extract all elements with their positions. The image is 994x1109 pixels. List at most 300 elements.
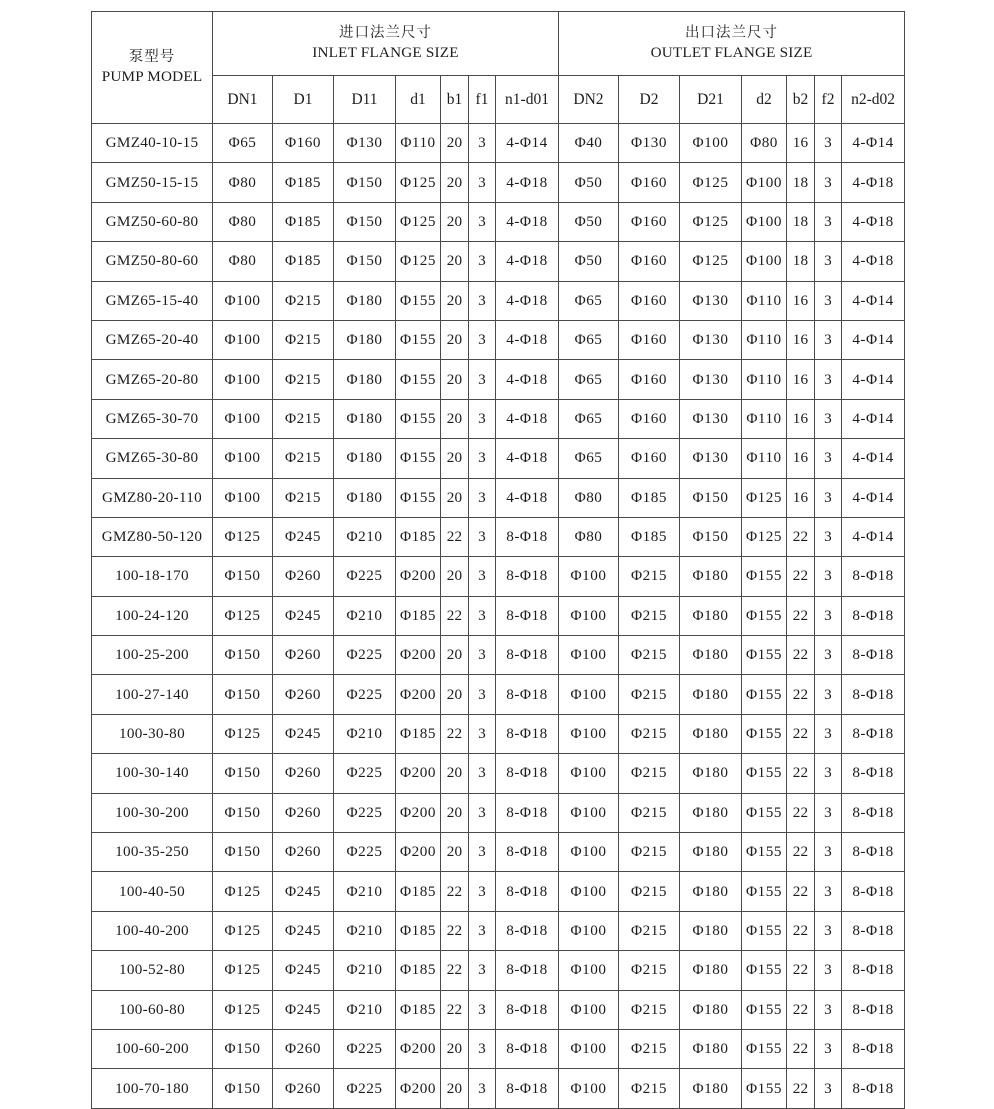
cell-d21: Φ130: [680, 281, 742, 320]
cell-pump-model: 100-40-50: [92, 872, 213, 911]
cell-n1-d01: 8-Φ18: [496, 911, 559, 950]
cell-d2-small: Φ155: [742, 990, 787, 1029]
header-pump-model: [92, 12, 213, 124]
cell-d2-small: Φ155: [742, 833, 787, 872]
cell-dn2: Φ50: [559, 242, 619, 281]
cell-pump-model: GMZ50-60-80: [92, 202, 213, 241]
cell-b1: 20: [441, 1069, 469, 1108]
cell-f1: 3: [469, 714, 496, 753]
cell-d1-small: Φ200: [396, 1069, 441, 1108]
cell-f2: 3: [815, 399, 842, 438]
cell-d2-small: Φ100: [742, 242, 787, 281]
cell-n2-d02: 8-Φ18: [842, 675, 905, 714]
cell-pump-model: 100-25-200: [92, 636, 213, 675]
table-row: [92, 281, 905, 320]
cell-f1: 3: [469, 202, 496, 241]
cell-n1-d01: 4-Φ18: [496, 281, 559, 320]
cell-d2-small: Φ110: [742, 360, 787, 399]
cell-dn1: Φ80: [213, 202, 273, 241]
cell-f1: 3: [469, 320, 496, 359]
cell-n2-d02: 4-Φ18: [842, 242, 905, 281]
cell-d1-small: Φ185: [396, 990, 441, 1029]
cell-d2-small: Φ155: [742, 793, 787, 832]
cell-n1-d01: 4-Φ18: [496, 163, 559, 202]
cell-d1-small: Φ185: [396, 714, 441, 753]
cell-dn2: Φ65: [559, 320, 619, 359]
cell-d1-small: Φ185: [396, 872, 441, 911]
cell-f1: 3: [469, 399, 496, 438]
cell-b1: 22: [441, 872, 469, 911]
cell-f2: 3: [815, 793, 842, 832]
table-row: [92, 675, 905, 714]
cell-d1-small: Φ185: [396, 911, 441, 950]
table-row: [92, 242, 905, 281]
table-row: [92, 636, 905, 675]
header-inlet-flange-size: [213, 12, 559, 76]
cell-b1: 20: [441, 163, 469, 202]
cell-dn2: Φ65: [559, 439, 619, 478]
cell-d21: Φ100: [680, 124, 742, 163]
cell-b2: 16: [787, 478, 815, 517]
cell-dn2: Φ100: [559, 557, 619, 596]
table-row: [92, 557, 905, 596]
cell-pump-model: 100-60-80: [92, 990, 213, 1029]
cell-d1: Φ260: [273, 1069, 334, 1108]
cell-b2: 22: [787, 596, 815, 635]
cell-b1: 20: [441, 124, 469, 163]
cell-n1-d01: 4-Φ18: [496, 242, 559, 281]
cell-d1: Φ260: [273, 636, 334, 675]
cell-d2-small: Φ155: [742, 596, 787, 635]
cell-dn2: Φ100: [559, 754, 619, 793]
cell-n1-d01: 8-Φ18: [496, 1029, 559, 1068]
cell-f2: 3: [815, 636, 842, 675]
cell-pump-model: GMZ65-20-80: [92, 360, 213, 399]
cell-d11: Φ180: [334, 320, 396, 359]
header-pump-model-cn: 泵型号: [128, 48, 176, 65]
cell-dn2: Φ100: [559, 990, 619, 1029]
cell-d2-small: Φ125: [742, 517, 787, 556]
cell-d1: Φ260: [273, 754, 334, 793]
cell-f2: 3: [815, 1029, 842, 1068]
header-col-b2: b2: [787, 76, 815, 124]
cell-dn1: Φ100: [213, 320, 273, 359]
cell-d11: Φ210: [334, 517, 396, 556]
cell-pump-model: 100-40-200: [92, 911, 213, 950]
table-row: [92, 202, 905, 241]
cell-d1: Φ215: [273, 320, 334, 359]
cell-b2: 22: [787, 1029, 815, 1068]
cell-d1-small: Φ200: [396, 557, 441, 596]
cell-f1: 3: [469, 281, 496, 320]
cell-d1-small: Φ125: [396, 242, 441, 281]
cell-dn1: Φ150: [213, 675, 273, 714]
cell-dn2: Φ100: [559, 675, 619, 714]
cell-dn1: Φ150: [213, 754, 273, 793]
cell-b2: 22: [787, 675, 815, 714]
cell-d21: Φ180: [680, 951, 742, 990]
cell-dn2: Φ50: [559, 202, 619, 241]
header-col-f2: f2: [815, 76, 842, 124]
cell-b2: 16: [787, 439, 815, 478]
table-row: [92, 163, 905, 202]
cell-f2: 3: [815, 675, 842, 714]
cell-f2: 3: [815, 242, 842, 281]
table-row: [92, 478, 905, 517]
cell-d2: Φ215: [619, 1069, 680, 1108]
cell-f2: 3: [815, 439, 842, 478]
cell-dn2: Φ80: [559, 517, 619, 556]
cell-n2-d02: 8-Φ18: [842, 557, 905, 596]
cell-pump-model: GMZ40-10-15: [92, 124, 213, 163]
cell-d2: Φ185: [619, 517, 680, 556]
cell-b2: 22: [787, 872, 815, 911]
cell-dn1: Φ100: [213, 399, 273, 438]
cell-d2-small: Φ110: [742, 399, 787, 438]
cell-d2: Φ215: [619, 990, 680, 1029]
cell-b1: 22: [441, 911, 469, 950]
cell-d2: Φ160: [619, 439, 680, 478]
cell-d11: Φ210: [334, 911, 396, 950]
cell-f1: 3: [469, 1029, 496, 1068]
cell-d11: Φ225: [334, 1069, 396, 1108]
cell-d1: Φ245: [273, 596, 334, 635]
cell-n1-d01: 4-Φ18: [496, 320, 559, 359]
cell-b2: 18: [787, 242, 815, 281]
cell-d2: Φ215: [619, 714, 680, 753]
cell-d21: Φ150: [680, 517, 742, 556]
cell-n1-d01: 8-Φ18: [496, 872, 559, 911]
cell-n1-d01: 8-Φ18: [496, 951, 559, 990]
cell-b2: 22: [787, 517, 815, 556]
cell-d1: Φ215: [273, 399, 334, 438]
header-column-row: [92, 76, 905, 124]
cell-d2: Φ215: [619, 951, 680, 990]
header-col-dn1: DN1: [213, 76, 273, 124]
cell-n2-d02: 8-Φ18: [842, 636, 905, 675]
cell-f2: 3: [815, 124, 842, 163]
cell-d11: Φ225: [334, 793, 396, 832]
table-row: [92, 124, 905, 163]
cell-b1: 20: [441, 675, 469, 714]
cell-dn1: Φ100: [213, 281, 273, 320]
cell-d1: Φ260: [273, 833, 334, 872]
cell-f2: 3: [815, 281, 842, 320]
cell-n2-d02: 4-Φ14: [842, 399, 905, 438]
cell-d2-small: Φ155: [742, 872, 787, 911]
cell-dn1: Φ125: [213, 517, 273, 556]
cell-f1: 3: [469, 124, 496, 163]
cell-f2: 3: [815, 872, 842, 911]
table-body: [92, 124, 905, 1109]
cell-d21: Φ125: [680, 163, 742, 202]
cell-b1: 20: [441, 320, 469, 359]
cell-pump-model: GMZ50-15-15: [92, 163, 213, 202]
cell-dn1: Φ125: [213, 714, 273, 753]
cell-d1: Φ215: [273, 360, 334, 399]
cell-d2: Φ215: [619, 872, 680, 911]
cell-d1-small: Φ185: [396, 517, 441, 556]
cell-b1: 22: [441, 990, 469, 1029]
cell-n2-d02: 4-Φ18: [842, 202, 905, 241]
cell-d1: Φ245: [273, 872, 334, 911]
cell-d1: Φ260: [273, 557, 334, 596]
cell-pump-model: 100-30-200: [92, 793, 213, 832]
cell-b1: 20: [441, 281, 469, 320]
table-row: [92, 833, 905, 872]
cell-d2: Φ215: [619, 675, 680, 714]
cell-d1: Φ185: [273, 242, 334, 281]
cell-b1: 20: [441, 242, 469, 281]
cell-pump-model: GMZ65-15-40: [92, 281, 213, 320]
cell-b2: 18: [787, 163, 815, 202]
cell-b1: 20: [441, 202, 469, 241]
cell-d21: Φ180: [680, 990, 742, 1029]
cell-dn1: Φ80: [213, 163, 273, 202]
cell-dn1: Φ80: [213, 242, 273, 281]
cell-d2: Φ215: [619, 636, 680, 675]
header-pump-model-en: PUMP MODEL: [101, 68, 203, 86]
table-row: [92, 596, 905, 635]
cell-d11: Φ225: [334, 833, 396, 872]
cell-b2: 22: [787, 636, 815, 675]
header-col-f1: f1: [469, 76, 496, 124]
table-row: [92, 320, 905, 359]
cell-d21: Φ125: [680, 242, 742, 281]
cell-d1: Φ215: [273, 439, 334, 478]
cell-d21: Φ180: [680, 596, 742, 635]
cell-d1-small: Φ110: [396, 124, 441, 163]
cell-d1: Φ215: [273, 478, 334, 517]
cell-d2: Φ215: [619, 833, 680, 872]
cell-dn2: Φ100: [559, 951, 619, 990]
cell-d1-small: Φ155: [396, 439, 441, 478]
cell-dn2: Φ100: [559, 833, 619, 872]
cell-f1: 3: [469, 517, 496, 556]
cell-pump-model: 100-35-250: [92, 833, 213, 872]
cell-b1: 20: [441, 1029, 469, 1068]
cell-n2-d02: 4-Φ14: [842, 360, 905, 399]
cell-f1: 3: [469, 833, 496, 872]
cell-n1-d01: 8-Φ18: [496, 833, 559, 872]
cell-f1: 3: [469, 478, 496, 517]
cell-n2-d02: 4-Φ14: [842, 281, 905, 320]
cell-d1: Φ260: [273, 675, 334, 714]
cell-dn1: Φ100: [213, 478, 273, 517]
cell-d1: Φ260: [273, 1029, 334, 1068]
cell-f2: 3: [815, 163, 842, 202]
header-col-d1-sm: d1: [396, 76, 441, 124]
cell-d21: Φ130: [680, 399, 742, 438]
cell-d11: Φ180: [334, 439, 396, 478]
cell-f2: 3: [815, 478, 842, 517]
table-row: [92, 911, 905, 950]
cell-pump-model: GMZ65-20-40: [92, 320, 213, 359]
table-row: [92, 714, 905, 753]
cell-d21: Φ130: [680, 320, 742, 359]
cell-n2-d02: 8-Φ18: [842, 990, 905, 1029]
cell-n1-d01: 8-Φ18: [496, 714, 559, 753]
cell-dn2: Φ100: [559, 1029, 619, 1068]
cell-n1-d01: 8-Φ18: [496, 557, 559, 596]
cell-d11: Φ130: [334, 124, 396, 163]
cell-d2: Φ160: [619, 202, 680, 241]
cell-dn2: Φ100: [559, 714, 619, 753]
cell-d2: Φ215: [619, 596, 680, 635]
cell-d2-small: Φ80: [742, 124, 787, 163]
cell-d1-small: Φ200: [396, 754, 441, 793]
table-row: [92, 1029, 905, 1068]
header-outlet-flange-size: [559, 12, 905, 76]
cell-n1-d01: 4-Φ18: [496, 439, 559, 478]
cell-d1: Φ245: [273, 517, 334, 556]
table-row: [92, 399, 905, 438]
cell-d2-small: Φ155: [742, 1069, 787, 1108]
header-col-d11: D11: [334, 76, 396, 124]
cell-d21: Φ150: [680, 478, 742, 517]
cell-f2: 3: [815, 320, 842, 359]
cell-n2-d02: 4-Φ18: [842, 163, 905, 202]
cell-n1-d01: 8-Φ18: [496, 636, 559, 675]
cell-f1: 3: [469, 636, 496, 675]
cell-d2-small: Φ155: [742, 714, 787, 753]
cell-pump-model: 100-27-140: [92, 675, 213, 714]
cell-d1-small: Φ200: [396, 833, 441, 872]
cell-d11: Φ210: [334, 872, 396, 911]
cell-b1: 20: [441, 439, 469, 478]
cell-b1: 20: [441, 754, 469, 793]
cell-d1: Φ185: [273, 163, 334, 202]
cell-d11: Φ225: [334, 754, 396, 793]
cell-dn2: Φ65: [559, 281, 619, 320]
cell-f2: 3: [815, 596, 842, 635]
cell-d2-small: Φ110: [742, 320, 787, 359]
cell-b2: 16: [787, 124, 815, 163]
cell-b1: 20: [441, 557, 469, 596]
cell-dn1: Φ150: [213, 1029, 273, 1068]
cell-pump-model: 100-18-170: [92, 557, 213, 596]
cell-b1: 20: [441, 636, 469, 675]
cell-b1: 20: [441, 833, 469, 872]
cell-d2-small: Φ155: [742, 951, 787, 990]
cell-pump-model: GMZ65-30-70: [92, 399, 213, 438]
cell-f2: 3: [815, 202, 842, 241]
cell-dn2: Φ80: [559, 478, 619, 517]
cell-d21: Φ180: [680, 675, 742, 714]
cell-d21: Φ180: [680, 754, 742, 793]
cell-d1: Φ245: [273, 951, 334, 990]
cell-d1-small: Φ200: [396, 793, 441, 832]
cell-d21: Φ180: [680, 557, 742, 596]
cell-d11: Φ225: [334, 636, 396, 675]
cell-n2-d02: 4-Φ14: [842, 439, 905, 478]
cell-dn1: Φ100: [213, 439, 273, 478]
cell-pump-model: GMZ80-20-110: [92, 478, 213, 517]
cell-n2-d02: 8-Φ18: [842, 596, 905, 635]
cell-d1-small: Φ155: [396, 360, 441, 399]
cell-d1-small: Φ200: [396, 1029, 441, 1068]
flange-size-table: [91, 11, 905, 1109]
cell-n1-d01: 8-Φ18: [496, 754, 559, 793]
cell-b2: 22: [787, 833, 815, 872]
cell-d1-small: Φ155: [396, 281, 441, 320]
cell-d2-small: Φ110: [742, 281, 787, 320]
cell-n1-d01: 4-Φ18: [496, 202, 559, 241]
cell-d1-small: Φ155: [396, 320, 441, 359]
cell-b2: 16: [787, 320, 815, 359]
table-row: [92, 517, 905, 556]
cell-n2-d02: 8-Φ18: [842, 793, 905, 832]
cell-f2: 3: [815, 951, 842, 990]
table-row: [92, 793, 905, 832]
cell-d11: Φ225: [334, 675, 396, 714]
cell-d11: Φ150: [334, 163, 396, 202]
header-col-n2-d02: n2-d02: [842, 76, 905, 124]
cell-dn1: Φ100: [213, 360, 273, 399]
cell-n2-d02: 8-Φ18: [842, 1069, 905, 1108]
cell-b2: 16: [787, 399, 815, 438]
cell-dn2: Φ100: [559, 872, 619, 911]
table-row: [92, 951, 905, 990]
cell-dn2: Φ100: [559, 596, 619, 635]
cell-d2: Φ160: [619, 281, 680, 320]
cell-d11: Φ180: [334, 478, 396, 517]
cell-d2: Φ215: [619, 557, 680, 596]
cell-f1: 3: [469, 754, 496, 793]
cell-d2-small: Φ110: [742, 439, 787, 478]
cell-d2: Φ215: [619, 911, 680, 950]
cell-pump-model: 100-30-140: [92, 754, 213, 793]
cell-n1-d01: 8-Φ18: [496, 517, 559, 556]
cell-d2: Φ160: [619, 163, 680, 202]
cell-n2-d02: 4-Φ14: [842, 124, 905, 163]
table-row: [92, 990, 905, 1029]
cell-dn1: Φ150: [213, 636, 273, 675]
cell-d21: Φ180: [680, 1069, 742, 1108]
cell-pump-model: 100-30-80: [92, 714, 213, 753]
cell-d21: Φ180: [680, 714, 742, 753]
cell-n1-d01: 8-Φ18: [496, 793, 559, 832]
header-col-b1: b1: [441, 76, 469, 124]
cell-d1-small: Φ125: [396, 163, 441, 202]
table-row: [92, 1069, 905, 1108]
header-inlet-cn: 进口法兰尺寸: [339, 24, 432, 41]
cell-dn2: Φ65: [559, 360, 619, 399]
cell-dn2: Φ100: [559, 793, 619, 832]
cell-f1: 3: [469, 439, 496, 478]
cell-d2-small: Φ155: [742, 1029, 787, 1068]
cell-n2-d02: 8-Φ18: [842, 833, 905, 872]
cell-d2: Φ215: [619, 754, 680, 793]
table-row: [92, 439, 905, 478]
cell-f1: 3: [469, 911, 496, 950]
cell-n1-d01: 4-Φ18: [496, 399, 559, 438]
cell-d2: Φ215: [619, 1029, 680, 1068]
cell-b2: 22: [787, 793, 815, 832]
cell-f1: 3: [469, 596, 496, 635]
cell-b2: 22: [787, 557, 815, 596]
cell-n2-d02: 4-Φ14: [842, 478, 905, 517]
cell-f1: 3: [469, 951, 496, 990]
cell-d2-small: Φ155: [742, 675, 787, 714]
cell-d1-small: Φ200: [396, 675, 441, 714]
cell-d1-small: Φ185: [396, 596, 441, 635]
cell-f2: 3: [815, 557, 842, 596]
header-col-d1: D1: [273, 76, 334, 124]
cell-n1-d01: 4-Φ18: [496, 360, 559, 399]
cell-d1-small: Φ155: [396, 399, 441, 438]
cell-dn1: Φ125: [213, 990, 273, 1029]
